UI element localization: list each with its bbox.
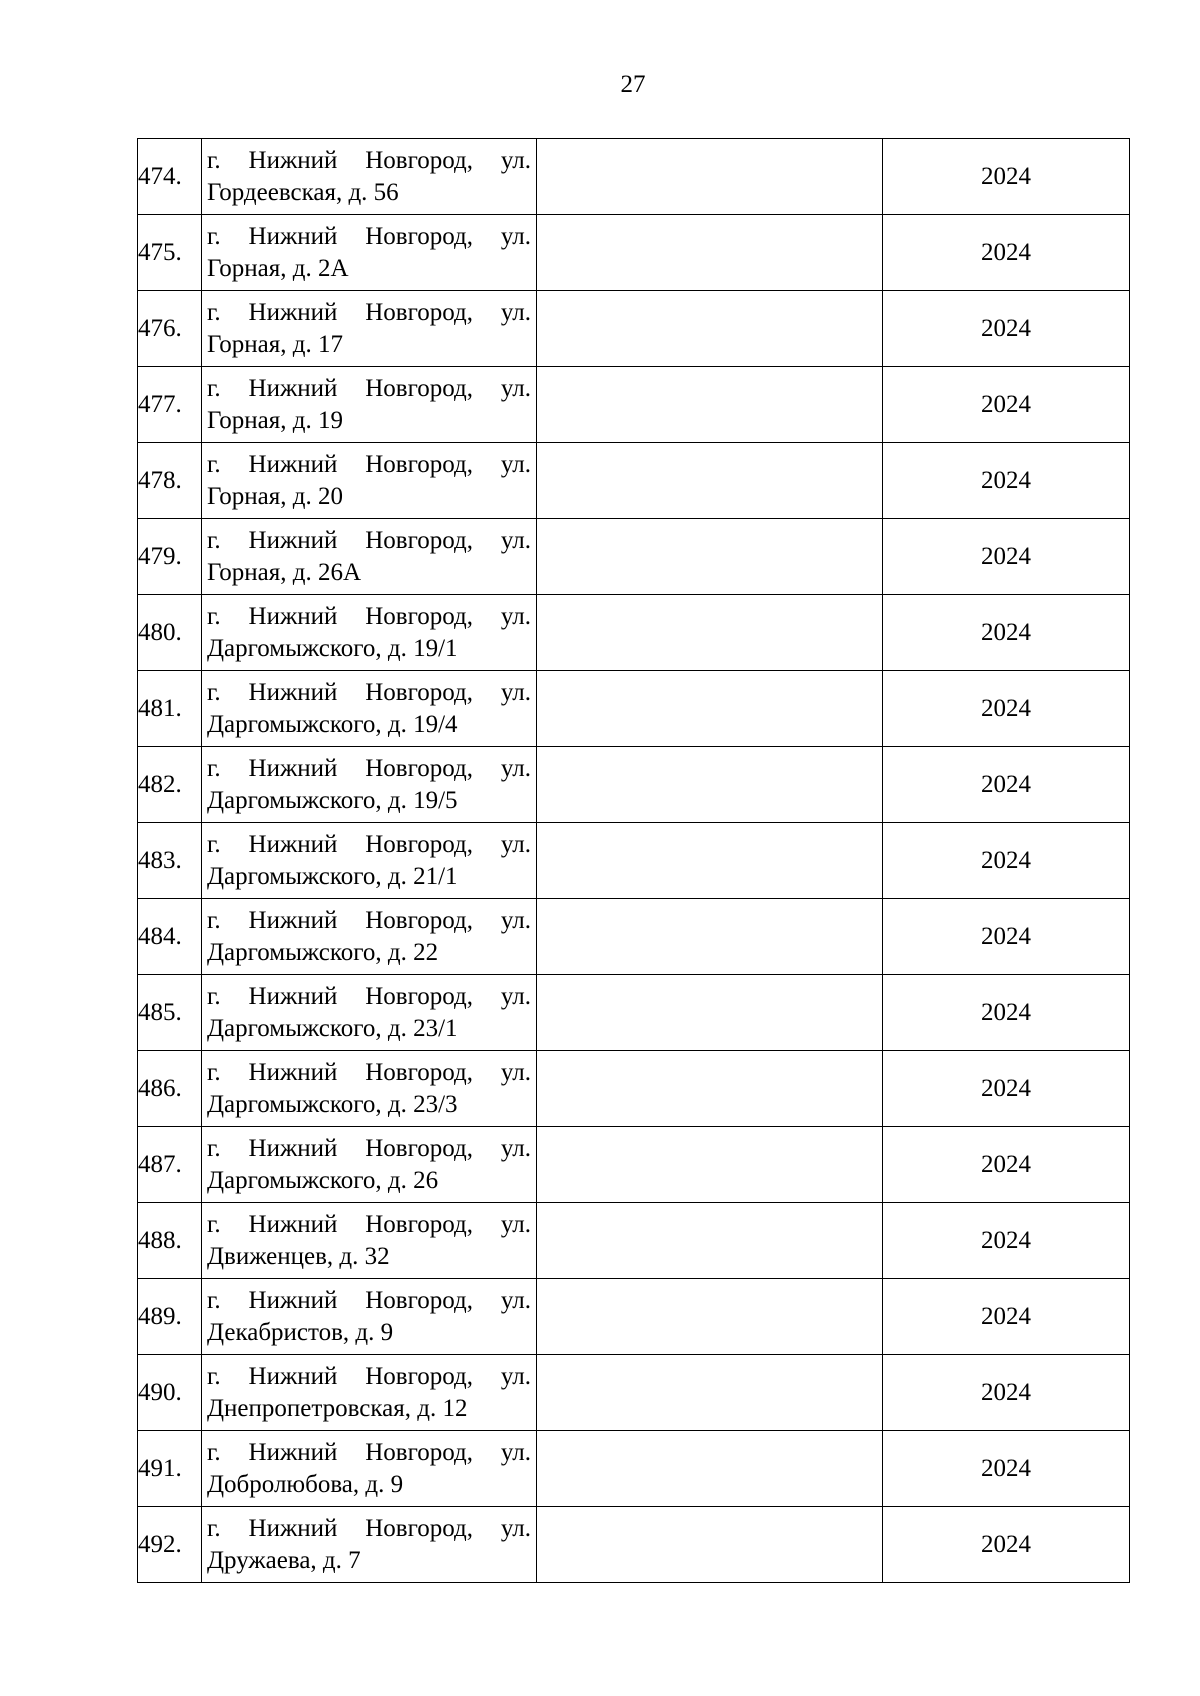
address-cell	[202, 1203, 537, 1279]
year-cell: 2024	[883, 519, 1130, 595]
address-city-line: г. Нижний Новгород, ул.	[207, 450, 531, 478]
address-city-line: г. Нижний Новгород, ул.	[207, 374, 531, 402]
address-street-line: Движенцев, д. 32	[207, 1242, 390, 1270]
row-number: 483.	[138, 823, 202, 899]
empty-cell	[537, 595, 883, 671]
row-number: 475.	[138, 215, 202, 291]
address-cell	[202, 671, 537, 747]
address-cell	[202, 1355, 537, 1431]
address-city-line: г. Нижний Новгород, ул.	[207, 1058, 531, 1086]
address-street-line: Даргомыжского, д. 19/4	[207, 710, 458, 738]
table-row	[138, 291, 1130, 367]
address-street-line: Даргомыжского, д. 19/1	[207, 634, 458, 662]
row-number: 484.	[138, 899, 202, 975]
address-street-line: Даргомыжского, д. 22	[207, 938, 439, 966]
table-row	[138, 595, 1130, 671]
empty-cell	[537, 975, 883, 1051]
row-number: 488.	[138, 1203, 202, 1279]
table-row	[138, 1051, 1130, 1127]
year-cell: 2024	[883, 975, 1130, 1051]
address-city-line: г. Нижний Новгород, ул.	[207, 526, 531, 554]
year-cell: 2024	[883, 1279, 1130, 1355]
table-row	[138, 1127, 1130, 1203]
address-cell	[202, 1431, 537, 1507]
year-cell: 2024	[883, 1355, 1130, 1431]
address-city-line: г. Нижний Новгород, ул.	[207, 1362, 531, 1390]
table-row	[138, 1507, 1130, 1583]
address-street-line: Горная, д. 26А	[207, 558, 362, 586]
row-number: 491.	[138, 1431, 202, 1507]
year-cell: 2024	[883, 1051, 1130, 1127]
year-cell: 2024	[883, 443, 1130, 519]
address-street-line: Декабристов, д. 9	[207, 1318, 394, 1346]
address-cell	[202, 443, 537, 519]
row-number: 482.	[138, 747, 202, 823]
address-cell	[202, 215, 537, 291]
table-row	[138, 1355, 1130, 1431]
table-row	[138, 519, 1130, 595]
empty-cell	[537, 671, 883, 747]
address-street-line: Горная, д. 19	[207, 406, 343, 434]
address-street-line: Дружаева, д. 7	[207, 1546, 361, 1574]
address-street-line: Даргомыжского, д. 21/1	[207, 862, 458, 890]
address-cell	[202, 975, 537, 1051]
year-cell: 2024	[883, 1431, 1130, 1507]
year-cell: 2024	[883, 291, 1130, 367]
empty-cell	[537, 215, 883, 291]
empty-cell	[537, 1355, 883, 1431]
empty-cell	[537, 1279, 883, 1355]
row-number: 476.	[138, 291, 202, 367]
page-number: 27	[620, 71, 646, 98]
address-city-line: г. Нижний Новгород, ул.	[207, 830, 531, 858]
row-number: 490.	[138, 1355, 202, 1431]
table-row	[138, 1431, 1130, 1507]
table-row	[138, 215, 1130, 291]
address-city-line: г. Нижний Новгород, ул.	[207, 754, 531, 782]
address-cell	[202, 1279, 537, 1355]
address-city-line: г. Нижний Новгород, ул.	[207, 1210, 531, 1238]
row-number: 477.	[138, 367, 202, 443]
address-cell	[202, 823, 537, 899]
empty-cell	[537, 899, 883, 975]
row-number: 485.	[138, 975, 202, 1051]
address-cell	[202, 1507, 537, 1583]
address-cell	[202, 139, 537, 215]
empty-cell	[537, 443, 883, 519]
address-street-line: Даргомыжского, д. 19/5	[207, 786, 458, 814]
year-cell: 2024	[883, 1507, 1130, 1583]
row-number: 480.	[138, 595, 202, 671]
row-number: 474.	[138, 139, 202, 215]
year-cell: 2024	[883, 1203, 1130, 1279]
address-street-line: Горная, д. 20	[207, 482, 343, 510]
row-number: 486.	[138, 1051, 202, 1127]
address-cell	[202, 899, 537, 975]
year-cell: 2024	[883, 139, 1130, 215]
row-number: 489.	[138, 1279, 202, 1355]
address-city-line: г. Нижний Новгород, ул.	[207, 298, 531, 326]
year-cell: 2024	[883, 595, 1130, 671]
table-row	[138, 899, 1130, 975]
empty-cell	[537, 1203, 883, 1279]
row-number: 492.	[138, 1507, 202, 1583]
row-number: 481.	[138, 671, 202, 747]
address-street-line: Гордеевская, д. 56	[207, 178, 399, 206]
year-cell: 2024	[883, 215, 1130, 291]
address-city-line: г. Нижний Новгород, ул.	[207, 906, 531, 934]
year-cell: 2024	[883, 823, 1130, 899]
address-cell	[202, 1127, 537, 1203]
year-cell: 2024	[883, 899, 1130, 975]
address-city-line: г. Нижний Новгород, ул.	[207, 1134, 531, 1162]
empty-cell	[537, 747, 883, 823]
table-row	[138, 443, 1130, 519]
year-cell: 2024	[883, 747, 1130, 823]
table-row	[138, 671, 1130, 747]
address-street-line: Горная, д. 17	[207, 330, 343, 358]
address-table	[137, 138, 1130, 1583]
address-street-line: Горная, д. 2А	[207, 254, 349, 282]
address-city-line: г. Нижний Новгород, ул.	[207, 1514, 531, 1542]
table-row	[138, 975, 1130, 1051]
table-row	[138, 1279, 1130, 1355]
address-cell	[202, 747, 537, 823]
year-cell: 2024	[883, 1127, 1130, 1203]
row-number: 479.	[138, 519, 202, 595]
empty-cell	[537, 1507, 883, 1583]
address-cell	[202, 367, 537, 443]
empty-cell	[537, 1431, 883, 1507]
address-cell	[202, 1051, 537, 1127]
table-row	[138, 1203, 1130, 1279]
address-street-line: Даргомыжского, д. 23/3	[207, 1090, 458, 1118]
address-street-line: Даргомыжского, д. 26	[207, 1166, 439, 1194]
address-street-line: Даргомыжского, д. 23/1	[207, 1014, 458, 1042]
address-cell	[202, 595, 537, 671]
address-city-line: г. Нижний Новгород, ул.	[207, 222, 531, 250]
empty-cell	[537, 823, 883, 899]
address-city-line: г. Нижний Новгород, ул.	[207, 982, 531, 1010]
address-cell	[202, 519, 537, 595]
address-city-line: г. Нижний Новгород, ул.	[207, 146, 531, 174]
empty-cell	[537, 139, 883, 215]
table-row	[138, 747, 1130, 823]
address-city-line: г. Нижний Новгород, ул.	[207, 1438, 531, 1466]
year-cell: 2024	[883, 367, 1130, 443]
table-row	[138, 139, 1130, 215]
table-row	[138, 367, 1130, 443]
empty-cell	[537, 1127, 883, 1203]
table-body	[138, 139, 1130, 1583]
row-number: 487.	[138, 1127, 202, 1203]
year-cell: 2024	[883, 671, 1130, 747]
address-city-line: г. Нижний Новгород, ул.	[207, 1286, 531, 1314]
address-cell	[202, 291, 537, 367]
table-row	[138, 823, 1130, 899]
address-street-line: Днепропетровская, д. 12	[207, 1394, 468, 1422]
row-number: 478.	[138, 443, 202, 519]
empty-cell	[537, 519, 883, 595]
empty-cell	[537, 1051, 883, 1127]
empty-cell	[537, 291, 883, 367]
address-street-line: Добролюбова, д. 9	[207, 1470, 404, 1498]
address-city-line: г. Нижний Новгород, ул.	[207, 678, 531, 706]
empty-cell	[537, 367, 883, 443]
address-city-line: г. Нижний Новгород, ул.	[207, 602, 531, 630]
